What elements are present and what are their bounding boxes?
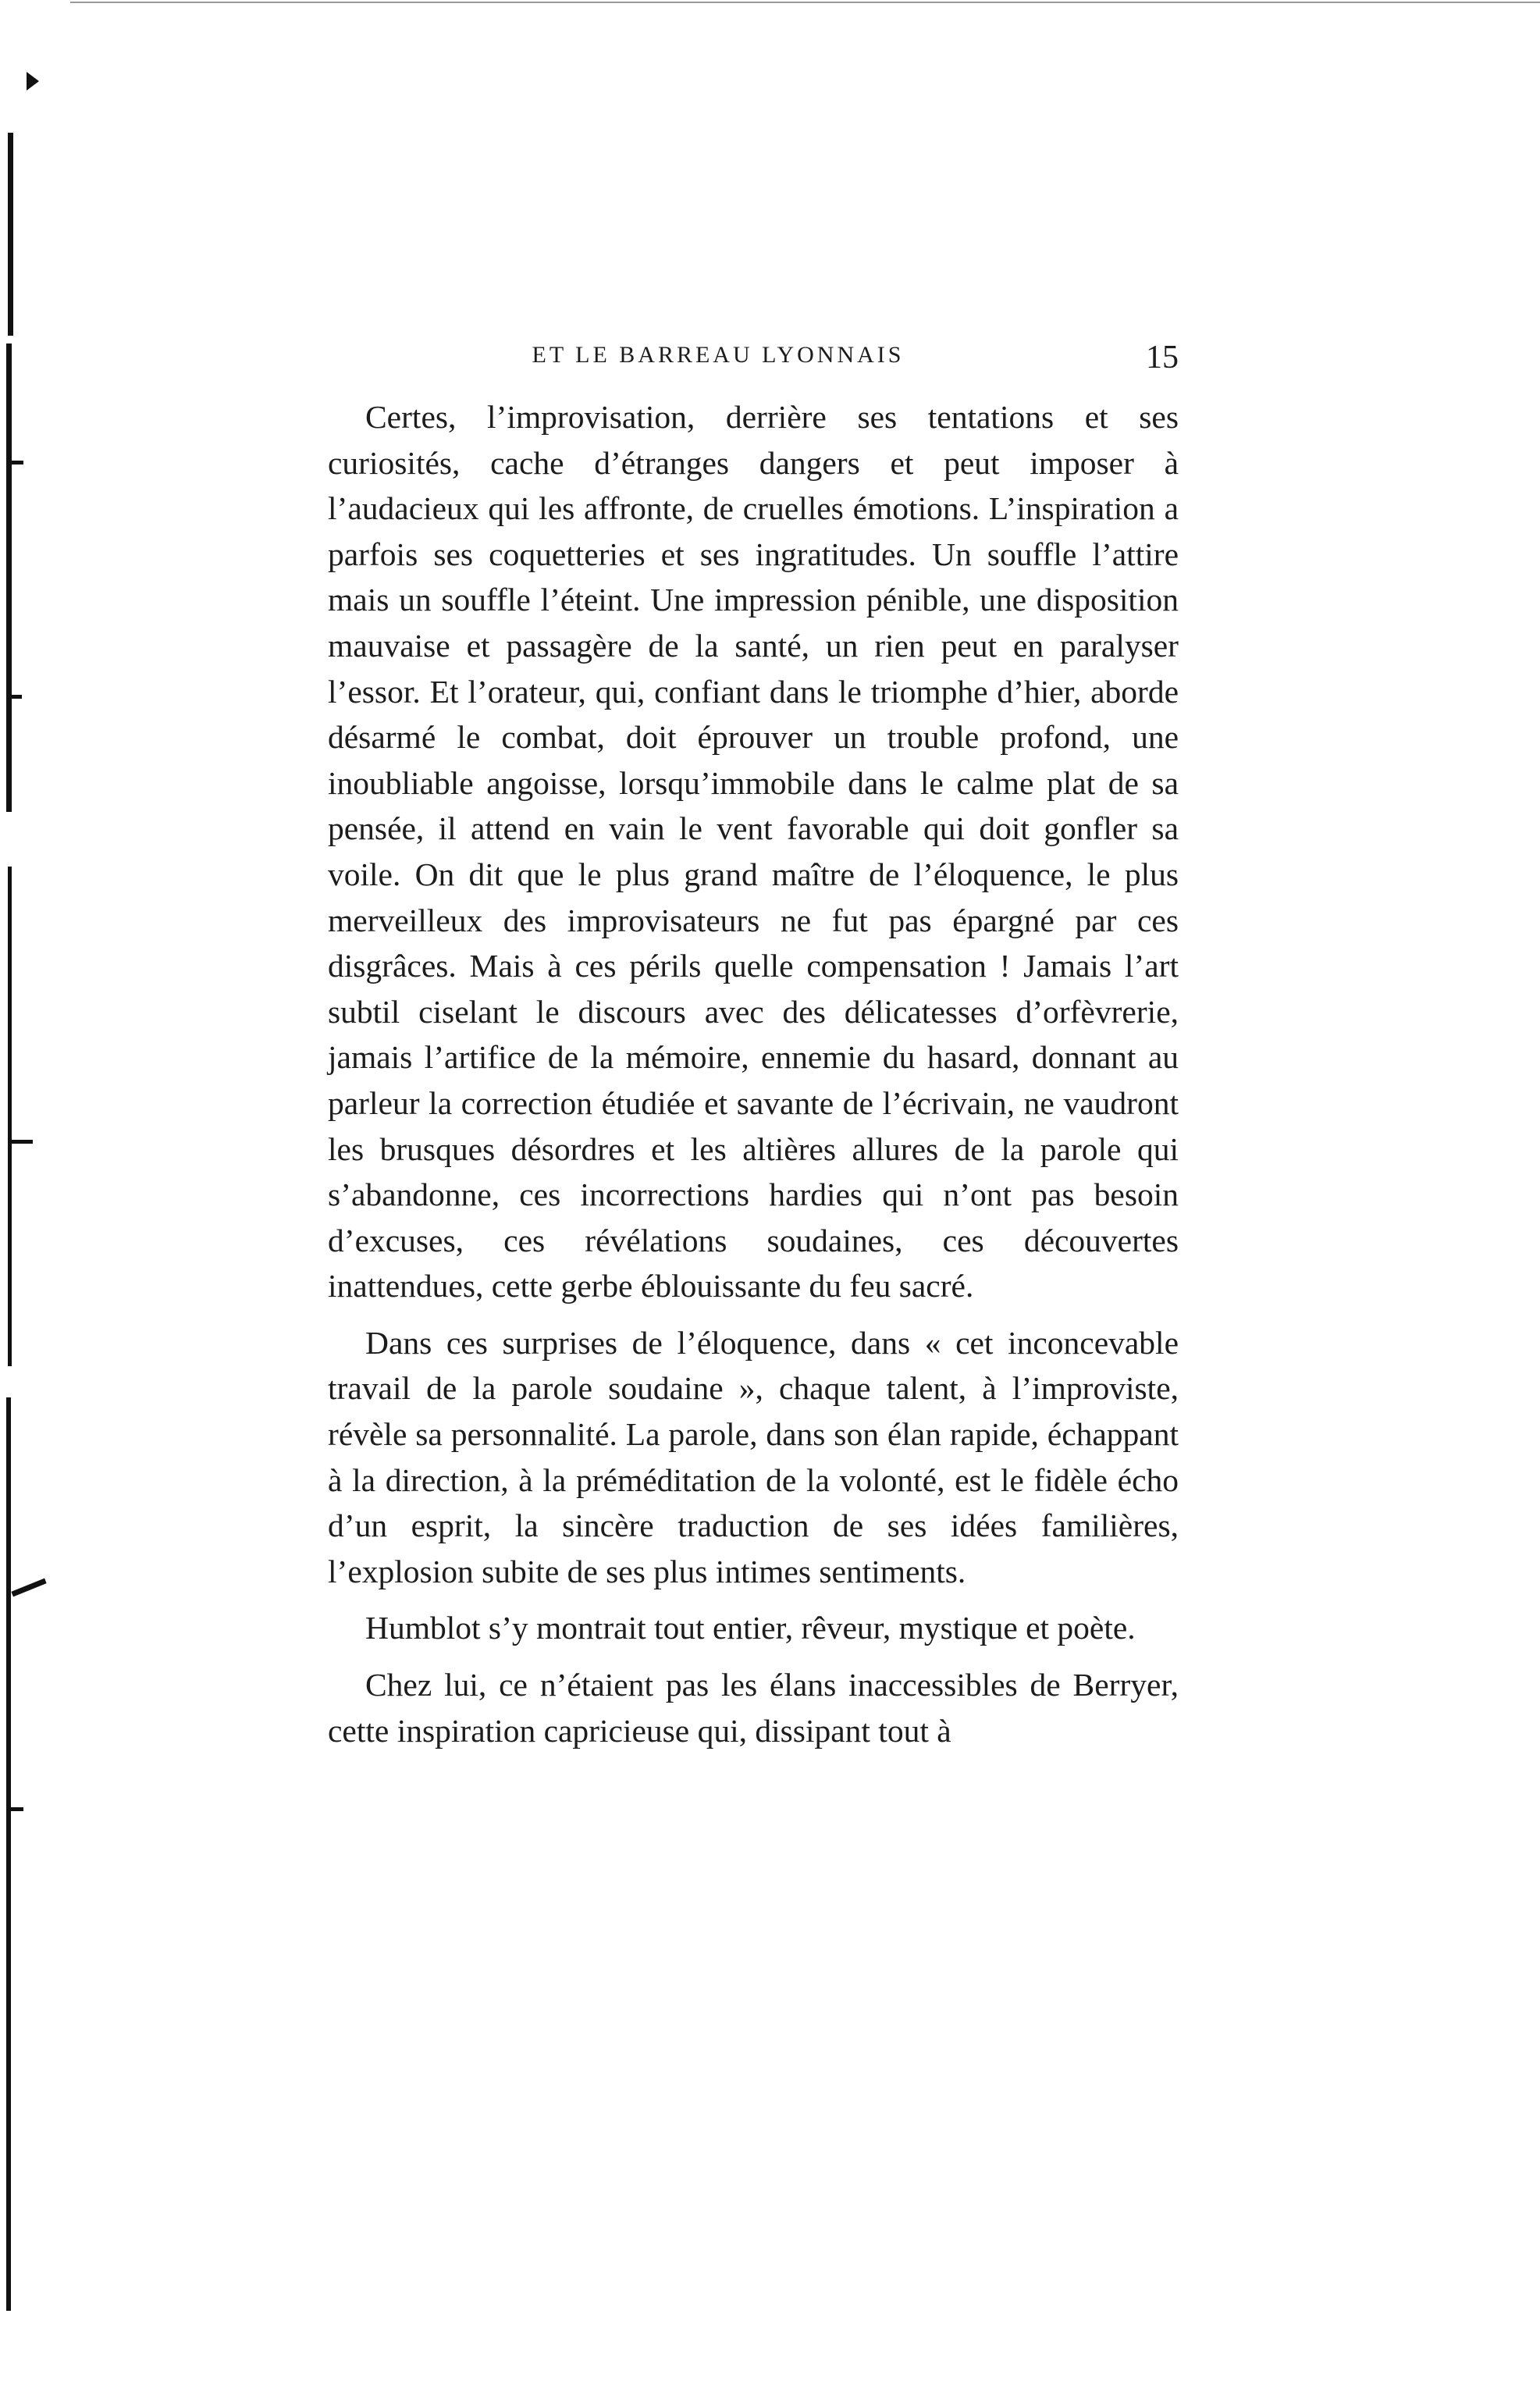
paragraph: Dans ces surprises de l’éloquence, dans « cet inconcevable travail de la parole soudaine », chaque talent, à l’improviste, révèle sa personnalité. La parole, dans son élan rapide, échappant à la direction, à la préméditation de la volonté, est le fidèle écho d’un esprit, la sincère traduction de ses idées familières, l’explosion subite de ses plus intimes sentiments. bbox=[328, 1324, 1179, 1589]
scan-corner-mark bbox=[27, 72, 39, 91]
body-text bbox=[328, 394, 1179, 1764]
paragraph: Chez lui, ce n’étaient pas les élans inaccessibles de Berryer, cette inspiration capricieuse qui, dissipant tout à bbox=[328, 1667, 1179, 1749]
running-title: ET LE BARREAU LYONNAIS bbox=[532, 342, 905, 368]
page-number: 15 bbox=[1146, 340, 1179, 376]
scan-top-edge bbox=[70, 2, 1540, 3]
paragraph: Certes, l’improvisation, derrière ses tentations et ses curiosités, cache d’étranges dangers et peut imposer à l’audacieux qui les affronte, de cruelles émotions. L’inspiration a parfois ses coquetteries et ses ingratitudes. Un souffle l’attire mais un souffle l’éteint. Une impression pénible, une disposition mauvaise et passagère de la santé, un rien peut en paralyser l’essor. Et l’orateur, qui, confiant dans le triomphe d’hier, aborde désarmé le combat, doit éprouver un trouble profond, une inoubliable angoisse, lorsqu’immobile dans le calme plat de sa pensée, il attend en vain le vent favorable qui doit gonfler sa voile. On dit que le plus grand maître de l’éloquence, le plus merveilleux des improvisateurs ne fut pas épargné par ces disgrâces. Mais à ces périls quelle compensation ! Jamais l’art subtil ciselant le discours avec des délicatesses d’orfèvrerie, jamais l’artifice de la mémoire, ennemie du hasard, donnant au parleur la correction étudiée et savante de l’écrivain, ne vaudront les brusques désordres et les altières allures de la parole qui s’abandonne, ces incorrections hardies qui n’ont pas besoin d’excuses, ces révélations soudaines, ces découvertes inattendues, cette gerbe éblouissante du feu sacré. bbox=[328, 399, 1179, 1305]
paragraph: Humblot s’y montrait tout entier, rêveur, mystique et poète. bbox=[365, 1610, 1136, 1646]
running-head bbox=[328, 342, 1179, 389]
binding-edge bbox=[0, 133, 16, 2342]
